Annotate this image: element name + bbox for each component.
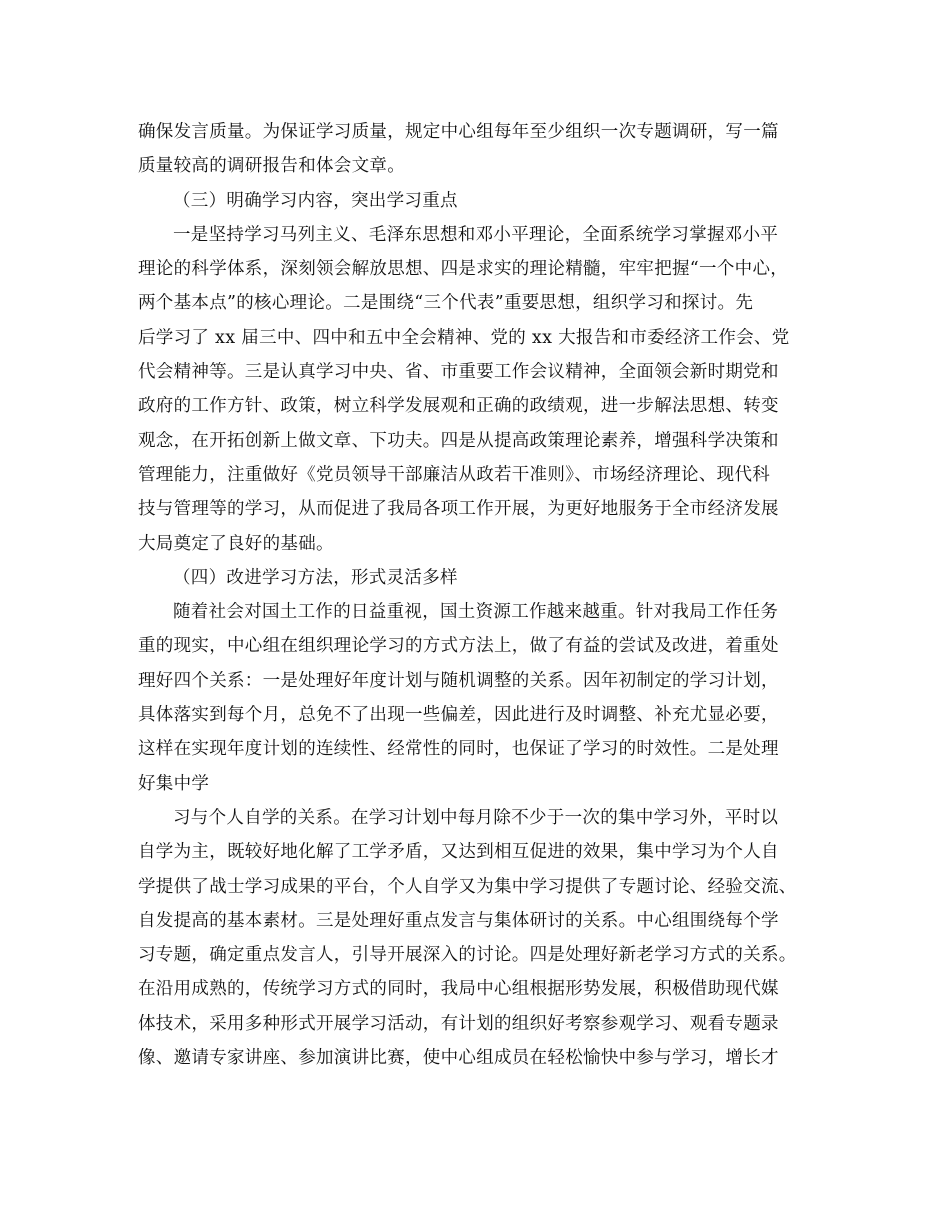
text-line: 重的现实，中心组在组织理论学习的方式方法上，做了有益的尝试及改进，着重处 bbox=[138, 636, 779, 657]
text-line: 自发提高的基本素材。三是处理好重点发言与集体研讨的关系。中心组围绕每个学 bbox=[138, 910, 779, 931]
text-line: 后学习了 xx 届三中、四中和五中全会精神、党的 xx 大报告和市委经济工作会、党 bbox=[138, 327, 790, 348]
text-line: 理论的科学体系，深刻领会解放思想、四是求实的理论精髓，牢牢把握“一个中心， bbox=[138, 259, 789, 280]
text-line: 政府的工作方针、政策，树立科学发展观和正确的政绩观，进一步解法思想、转变 bbox=[138, 396, 779, 417]
text-line: （四）改进学习方法，形式灵活多样 bbox=[173, 567, 458, 588]
text-line: 观念，在开拓创新上做文章、下功夫。四是从提高政策理论素养，增强科学决策和 bbox=[138, 430, 779, 451]
document-body bbox=[138, 115, 830, 1075]
text-line: 两个基本点”的核心理论。二是围绕“三个代表”重要思想，组织学习和探讨。先 bbox=[138, 293, 754, 314]
text-line: 体技术，采用多种形式开展学习活动，有计划的组织好考察参观学习、观看专题录 bbox=[138, 1013, 779, 1034]
text-line: 理好四个关系：一是处理好年度计划与随机调整的关系。因年初制定的学习计划， bbox=[138, 670, 779, 691]
text-line: 管理能力，注重做好《党员领导干部廉洁从政若干准则》、市场经济理论、现代科 bbox=[138, 464, 771, 485]
text-line: 技与管理等的学习，从而促进了我局各项工作开展，为更好地服务于全市经济发展 bbox=[138, 499, 779, 520]
text-line: 这样在实现年度计划的连续性、经常性的同时，也保证了学习的时效性。二是处理 bbox=[138, 739, 779, 760]
text-line: 像、邀请专家讲座、参加演讲比赛，使中心组成员在轻松愉快中参与学习，增长才 bbox=[138, 1048, 779, 1069]
text-line: 随着社会对国土工作的日益重视，国土资源工作越来越重。针对我局工作任务 bbox=[173, 602, 779, 623]
text-line: 自学为主，既较好地化解了工学矛盾，又达到相互促进的效果，集中学习为个人自 bbox=[138, 842, 779, 863]
text-line: （三）明确学习内容，突出学习重点 bbox=[173, 190, 458, 211]
text-line: 一是坚持学习马列主义、毛泽东思想和邓小平理论，全面系统学习掌握邓小平 bbox=[173, 224, 779, 245]
text-line: 质量较高的调研报告和体会文章。 bbox=[138, 156, 405, 177]
text-line: 习与个人自学的关系。在学习计划中每月除不少于一次的集中学习外，平时以 bbox=[173, 807, 779, 828]
text-line: 大局奠定了良好的基础。 bbox=[138, 533, 334, 554]
text-line: 学提供了战士学习成果的平台，个人自学又为集中学习提供了专题讨论、经验交流、 bbox=[138, 876, 797, 897]
text-line: 在沿用成熟的，传统学习方式的同时，我局中心组根据形势发展，积极借助现代媒 bbox=[138, 979, 779, 1000]
text-line: 习专题，确定重点发言人，引导开展深入的讨论。四是处理好新老学习方式的关系。 bbox=[138, 945, 797, 966]
text-line: 具体落实到每个月，总免不了出现一些偏差，因此进行及时调整、补充尤显必要， bbox=[138, 705, 779, 726]
text-line: 好集中学 bbox=[138, 773, 210, 794]
text-line: 代会精神等。三是认真学习中央、省、市重要工作会议精神，全面领会新时期党和 bbox=[138, 362, 779, 383]
text-line: 确保发言质量。为保证学习质量，规定中心组每年至少组织一次专题调研，写一篇 bbox=[138, 122, 779, 142]
